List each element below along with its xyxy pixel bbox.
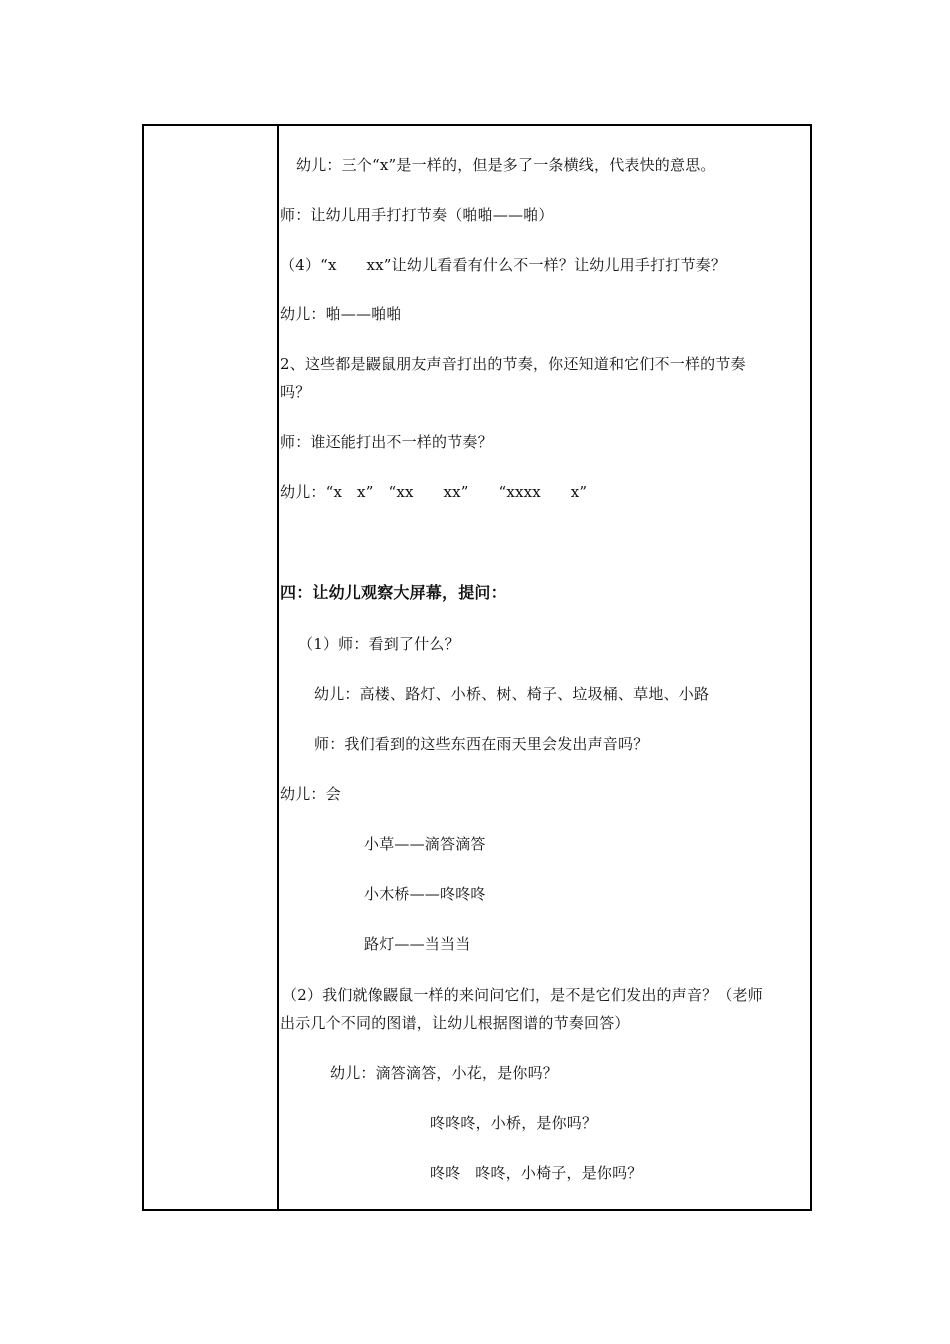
text-line: 师：让幼儿用手打打节奏（啪啪——啪）	[280, 206, 554, 224]
text-line: 师：谁还能打出不一样的节奏？	[280, 433, 493, 451]
text-line: 吗？	[280, 383, 311, 401]
column-divider	[277, 124, 279, 1211]
text-line: 2、这些都是鼹鼠朋友声音打出的节奏，你还知道和它们不一样的节奏	[280, 355, 746, 373]
left-column-cell	[144, 126, 276, 1209]
text-line: （2）我们就像鼹鼠一样的来问问它们，是不是它们发出的声音？（老师	[282, 986, 763, 1004]
text-line: （4）“x xx”让幼儿看看有什么不一样？让幼儿用手打打节奏？	[280, 256, 727, 274]
text-line: 小草——滴答滴答	[364, 835, 486, 853]
text-line: （1）师：看到了什么？	[298, 635, 460, 653]
text-line: 师：我们看到的这些东西在雨天里会发出声音吗？	[314, 735, 649, 753]
text-line: 幼儿：三个“x”是一样的，但是多了一条横线，代表快的意思。	[296, 156, 716, 174]
text-line: 幼儿：啪——啪啪	[280, 305, 402, 323]
section-heading: 四：让幼儿观察大屏幕，提问：	[280, 583, 507, 602]
text-line: 出示几个不同的图谱，让幼儿根据图谱的节奏回答）	[280, 1014, 630, 1032]
text-line: 幼儿：会	[280, 785, 341, 803]
text-line: 咚咚咚，小桥，是你吗？	[430, 1114, 598, 1132]
text-line: 路灯——当当当	[364, 935, 471, 953]
text-line: 幼儿：“x x” “xx xx” “xxxx x”	[280, 483, 588, 501]
text-line: 咚咚 咚咚，小椅子，是你吗？	[430, 1164, 643, 1182]
text-line: 幼儿：滴答滴答，小花，是你吗？	[330, 1064, 559, 1082]
text-line: 幼儿：高楼、路灯、小桥、树、椅子、垃圾桶、草地、小路	[314, 685, 710, 703]
text-line: 小木桥——咚咚咚	[364, 885, 486, 903]
